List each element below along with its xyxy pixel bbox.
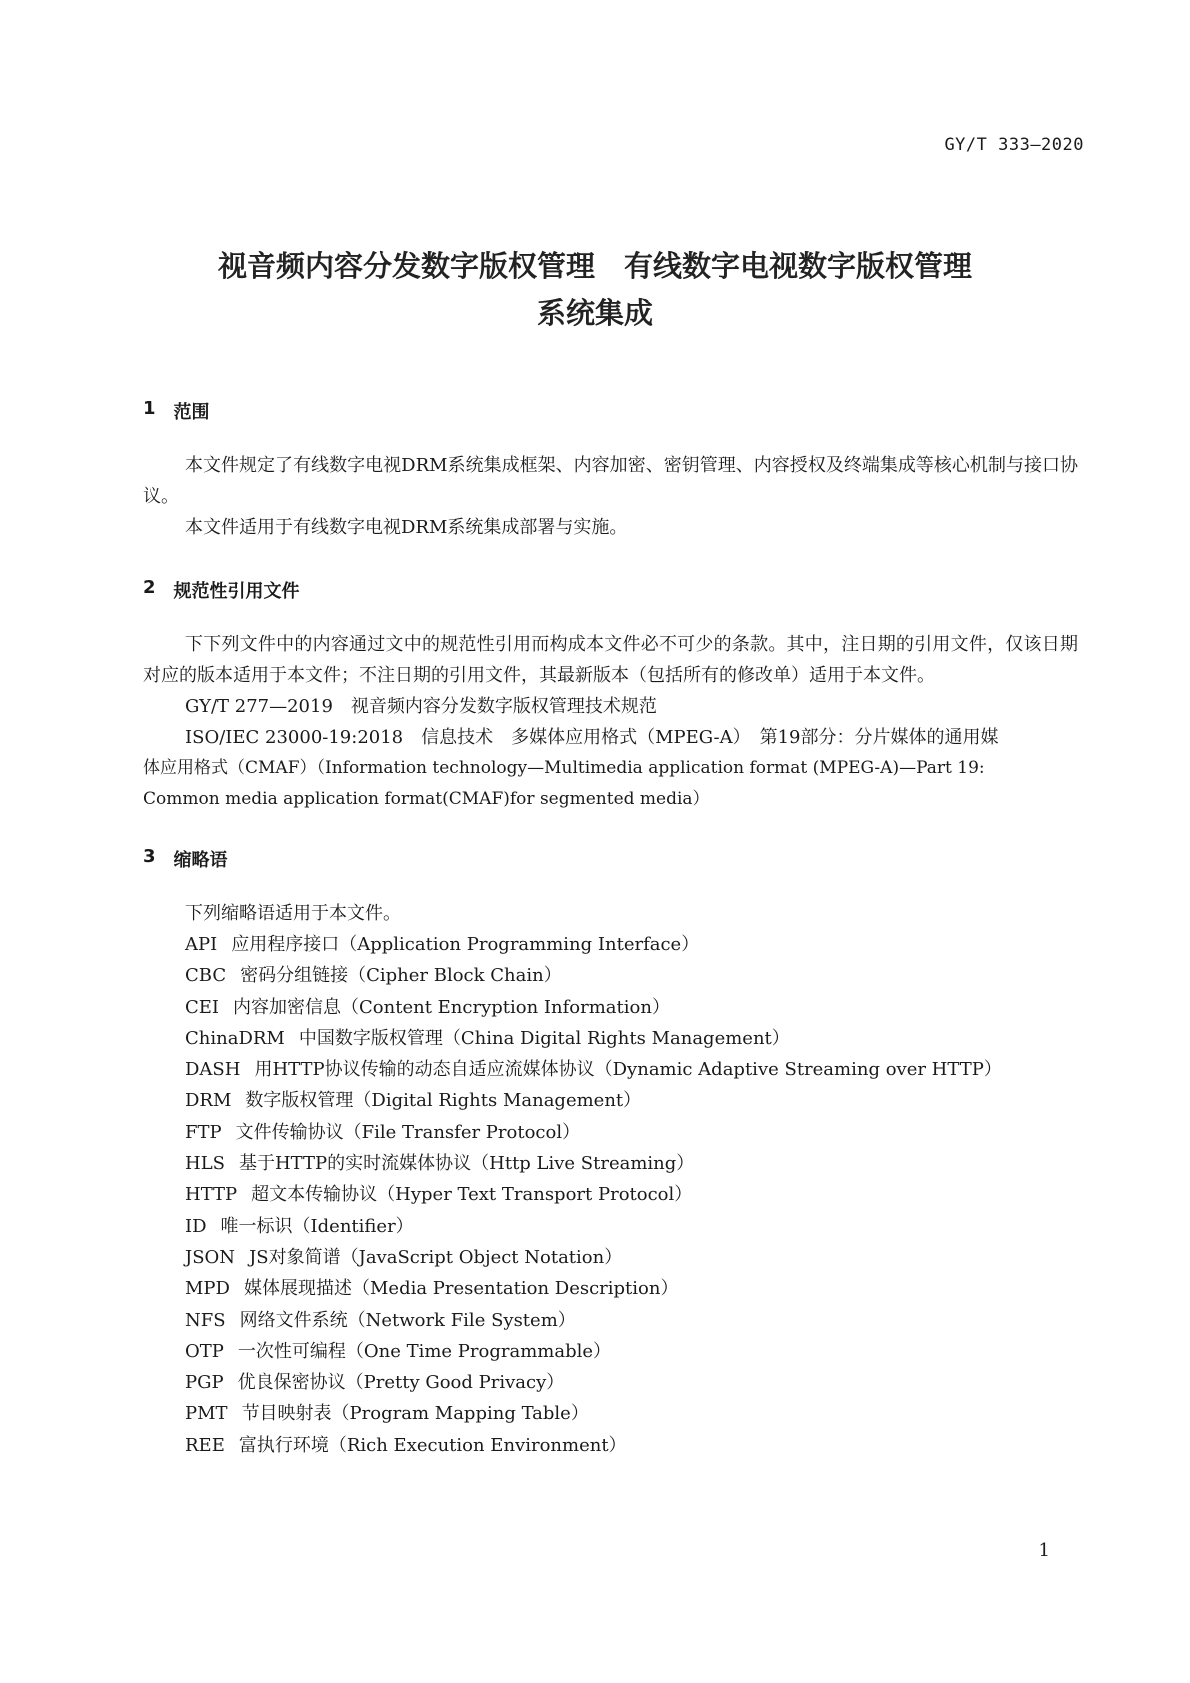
section-title: 范围 xyxy=(173,402,210,423)
abbreviation-term: HLS xyxy=(185,1153,225,1175)
abbreviation-term: API xyxy=(185,934,218,955)
abbreviation-item xyxy=(143,929,1078,960)
abbreviation-term: REE xyxy=(185,1434,225,1456)
abbreviation-description: 内容加密信息（Content Encryption Information） xyxy=(233,996,670,1018)
abbreviation-item xyxy=(143,1211,1078,1242)
section-2-heading xyxy=(143,577,1078,603)
section-number: 3 xyxy=(143,846,156,867)
abbreviation-description: 媒体展现描述（Media Presentation Description） xyxy=(243,1278,679,1300)
abbreviation-description: 网络文件系统（Network File System） xyxy=(239,1309,576,1331)
abbreviation-term: CBC xyxy=(185,965,227,987)
abbreviations-intro: 下列缩略语适用于本文件。 xyxy=(185,903,401,924)
abbreviation-item xyxy=(143,960,1078,991)
reference-item: ISO/IEC 23000-19:2018 信息技术 多媒体应用格式（MPEG-A） 第19部分：分片媒体的通用媒 xyxy=(185,727,999,748)
abbreviation-description: 用HTTP协议传输的动态自适应流媒体协议（Dynamic Adaptive Streaming over HTTP） xyxy=(254,1059,1002,1081)
abbreviation-term: DRM xyxy=(185,1090,232,1112)
abbreviation-description: 数字版权管理（Digital Rights Management） xyxy=(245,1090,642,1112)
section-number: 2 xyxy=(143,577,156,598)
abbreviation-term: HTTP xyxy=(185,1184,238,1206)
abbreviation-term: JSON xyxy=(185,1246,236,1268)
scope-paragraph-2: 本文件适用于有线数字电视DRM系统集成部署与实施。 xyxy=(185,517,628,538)
abbreviation-item xyxy=(143,1085,1078,1116)
abbreviation-description: 基于HTTP的实时流媒体协议（Http Live Streaming） xyxy=(238,1153,695,1175)
abbreviation-description: 文件传输协议（File Transfer Protocol） xyxy=(235,1121,581,1143)
section-number: 1 xyxy=(143,398,156,419)
abbreviation-description: 密码分组链接（Cipher Block Chain） xyxy=(240,965,562,987)
reference-item: GY/T 277—2019 视音频内容分发数字版权管理技术规范 xyxy=(185,696,657,717)
abbreviation-item xyxy=(143,1336,1078,1367)
document-body xyxy=(143,398,1078,1461)
document-title xyxy=(0,243,1190,337)
section-1-heading xyxy=(143,398,1078,424)
abbreviation-description: 唯一标识（Identifier） xyxy=(220,1215,414,1237)
abbreviation-term: PMT xyxy=(185,1403,228,1425)
section-3-heading xyxy=(143,846,1078,872)
abbreviation-item xyxy=(143,1023,1078,1054)
scope-paragraph-1: 本文件规定了有线数字电视DRM系统集成框架、内容加密、密钥管理、内容授权及终端集成等核心机制与接口协议。 xyxy=(143,455,1078,507)
abbreviation-description: 应用程序接口（Application Programming Interface） xyxy=(231,934,700,955)
page-number: 1 xyxy=(1038,1540,1050,1561)
abbreviation-description: 超文本传输协议（Hyper Text Transport Protocol） xyxy=(251,1184,693,1206)
abbreviation-description: 富执行环境（Rich Execution Environment） xyxy=(238,1434,627,1456)
references-intro-paragraph: 下下列文件中的内容通过文中的规范性引用而构成本文件必不可少的条款。其中，注日期的引用文件，仅该日期对应的版本适用于本文件；不注日期的引用文件，其最新版本（包括所有的修改单）适用于本文件。 xyxy=(143,634,1078,686)
abbreviation-description: 优良保密协议（Pretty Good Privacy） xyxy=(237,1372,565,1394)
abbreviation-item xyxy=(143,1054,1078,1085)
abbreviation-term: ID xyxy=(185,1215,207,1237)
abbreviation-item xyxy=(143,1305,1078,1336)
abbreviation-item xyxy=(143,1430,1078,1461)
abbreviation-item xyxy=(143,1367,1078,1398)
abbreviation-description: JS对象简谱（JavaScript Object Notation） xyxy=(249,1246,623,1268)
abbreviation-term: MPD xyxy=(185,1278,230,1300)
abbreviation-term: ChinaDRM xyxy=(185,1027,285,1049)
abbreviation-item xyxy=(143,1273,1078,1304)
title-line-2: 系统集成 xyxy=(536,296,653,330)
reference-item-continuation: 体应用格式（CMAF）（Information technology—Multimedia application format (MPEG-A)—Part 19: xyxy=(143,758,985,778)
abbreviation-description: 中国数字版权管理（China Digital Rights Management） xyxy=(298,1027,790,1049)
section-title: 缩略语 xyxy=(173,850,228,871)
abbreviation-item xyxy=(143,1179,1078,1210)
abbreviation-item xyxy=(143,1398,1078,1429)
reference-item-continuation: Common media application format(CMAF)for segmented media） xyxy=(143,789,710,809)
abbreviation-item xyxy=(143,1148,1078,1179)
abbreviation-term: NFS xyxy=(185,1309,226,1331)
abbreviation-term: CEI xyxy=(185,996,220,1018)
abbreviation-description: 一次性可编程（One Time Programmable） xyxy=(237,1340,612,1362)
abbreviation-list xyxy=(143,929,1078,1461)
abbreviation-item xyxy=(143,1117,1078,1148)
section-title: 规范性引用文件 xyxy=(173,581,300,602)
abbreviation-term: DASH xyxy=(185,1059,241,1081)
title-line-1: 视音频内容分发数字版权管理 有线数字电视数字版权管理 xyxy=(217,249,972,283)
abbreviation-term: PGP xyxy=(185,1372,224,1394)
abbreviation-term: OTP xyxy=(185,1340,224,1362)
abbreviation-item xyxy=(143,1242,1078,1273)
abbreviation-term: FTP xyxy=(185,1121,222,1143)
doc-code: GY/T 333—2020 xyxy=(944,135,1084,155)
abbreviation-item xyxy=(143,992,1078,1023)
abbreviation-description: 节目映射表（Program Mapping Table） xyxy=(241,1403,589,1425)
